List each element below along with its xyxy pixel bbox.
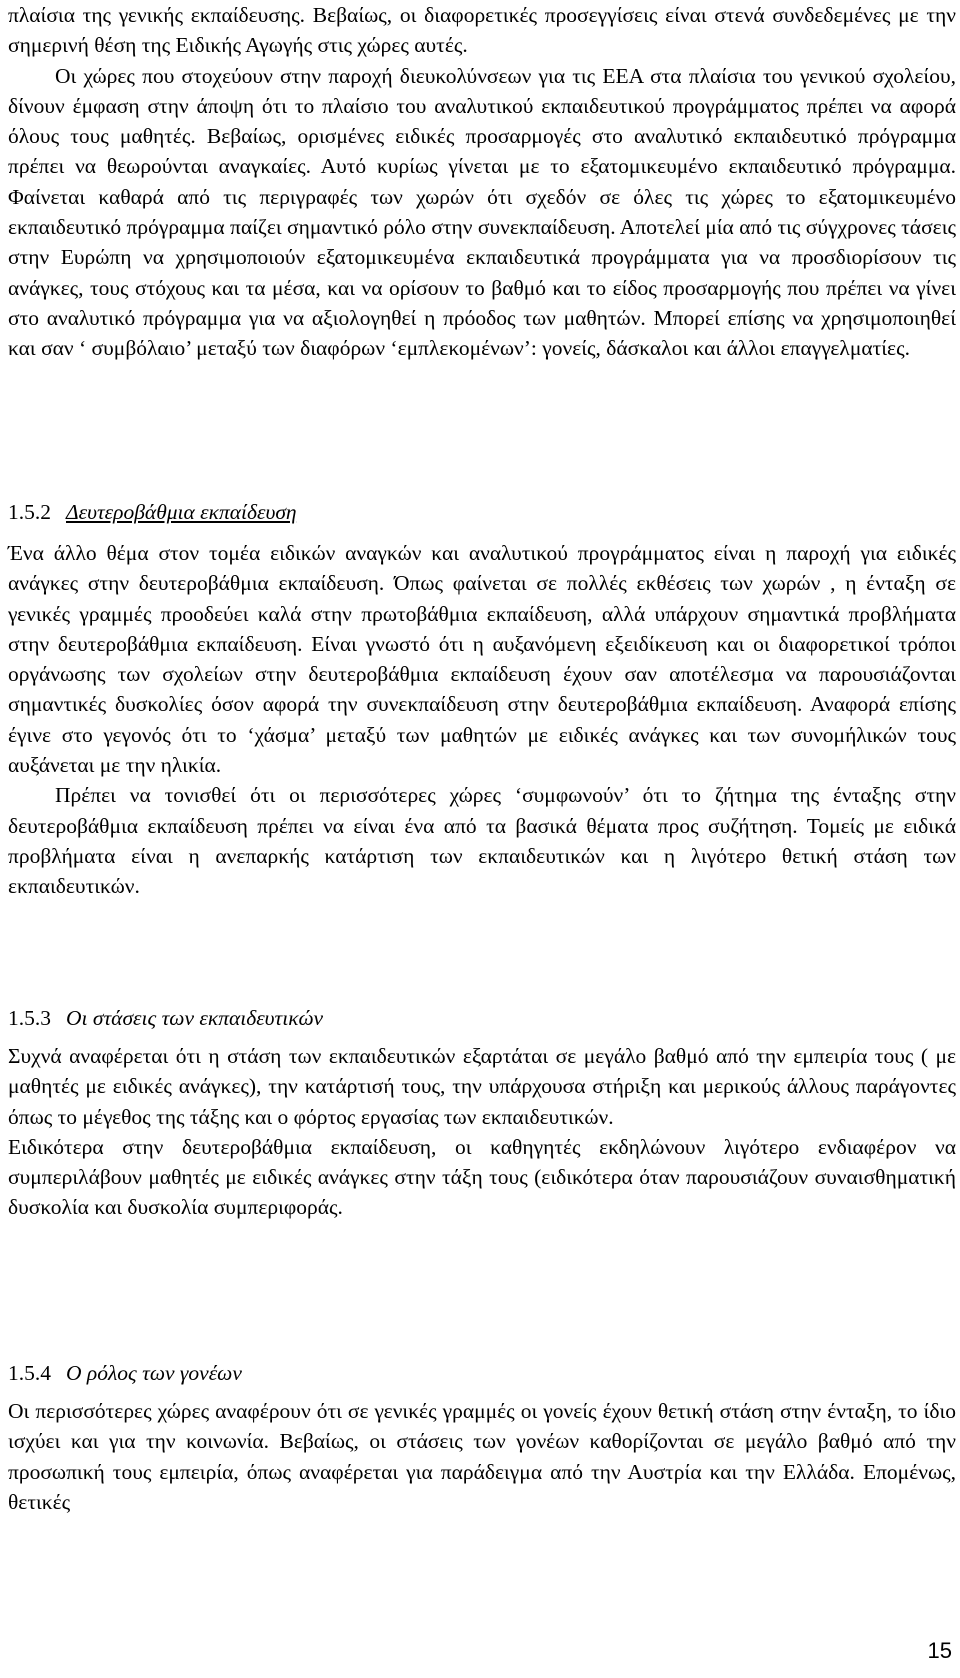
intro-text	[8, 0, 956, 364]
section-body	[8, 538, 956, 902]
section-body	[8, 1041, 956, 1223]
section-heading	[8, 1003, 323, 1033]
page-number: 15	[927, 1638, 952, 1663]
section-heading	[8, 497, 297, 527]
paragraph: Συχνά αναφέρεται ότι η στάση των εκπαιδευτικών εξαρτάται σε μεγάλο βαθμό από την εμπειρία τους ( με μαθητές με ειδικές ανάγκες), την κατάρτισή τους, την υπάρχουσα στήριξη και μερικούς άλλους παράγοντες όπως το μέγεθος της τάξης και ο φόρτος εργασίας των εκπαιδευτικών.	[8, 1044, 956, 1129]
paragraph: Οι χώρες που στοχεύουν στην παροχή διευκολύνσεων για τις ΕΕΑ στα πλαίσια του γενικού σχολείου, δίνουν έμφαση στην άποψη ότι το πλαίσιο του αναλυτικού εκπαιδευτικού προγράμματος πρέπει να αφορά όλους τους μαθητές. Βεβαίως, ορισμένες ειδικές προσαρμογές στο αναλυτικό εκπαιδευτικό πρόγραμμα πρέπει να θεωρούνται αναγκαίες. Αυτό κυρίως γίνεται με το εξατομικευμένο εκπαιδευτικό πρόγραμμα. Φαίνεται καθαρά από τις περιγραφές των χωρών ότι σχεδόν σε όλες τις χώρες το εξατομικευμένο εκπαιδευτικό πρόγραμμα παίζει σημαντικό ρόλο στην συνεκπαίδευση. Αποτελεί μία από τις σύγχρονες τάσεις στην Ευρώπη να χρησιμοποιούν εξατομικευμένα εκπαιδευτικά προγράμματα για να προσδιορίσουν τις ανάγκες, τους στόχους και τα μέσα, και να ορίσουν το βαθμό και το είδος προσαρμογής που πρέπει να γίνει στο αναλυτικό πρόγραμμα για να αξιολογηθεί η πρόοδος των μαθητών. Μπορεί επίσης να χρησιμοποιηθεί και σαν ‘ συμβόλαιο’ μεταξύ των διαφόρων ‘εμπλεκομένων’: γονείς, δάσκαλοι και άλλοι επαγγελματίες.	[8, 63, 956, 361]
section-number: 1.5.4	[8, 1361, 51, 1385]
section-body	[8, 1396, 956, 1517]
paragraph: Πρέπει να τονισθεί ότι οι περισσότερες χώρες ‘συμφωνούν’ ότι το ζήτημα της ένταξης στην δευτεροβάθμια εκπαίδευση πρέπει να είναι ένα από τα βασικά θέματα προς συζήτηση. Τομείς με ειδικά προβλήματα είναι η ανεπαρκής κατάρτιση των εκπαιδευτικών και η λιγότερο θετική στάση των εκπαιδευτικών.	[8, 783, 956, 899]
section-number: 1.5.2	[8, 500, 51, 524]
paragraph: Ειδικότερα στην δευτεροβάθμια εκπαίδευση, οι καθηγητές εκδηλώνουν λιγότερο ενδιαφέρον να συμπεριλάβουν μαθητές με ειδικές ανάγκες στην τάξη τους (ειδικότερα όταν παρουσιάζουν συναισθηματική δυσκολία και δυσκολία συμπεριφοράς.	[8, 1134, 956, 1220]
paragraph: Οι περισσότερες χώρες αναφέρουν ότι σε γενικές γραμμές οι γονείς έχουν θετική στάση στην ένταξη, το ίδιο ισχύει και για την κοινωνία. Βεβαίως, οι στάσεις των γονέων καθορίζονται σε μεγάλο βαθμό από την προσωπική τους εμπειρία, όπως αναφέρεται για παράδειγμα από την Αυστρία και την Ελλάδα. Επομένως, θετικές	[8, 1399, 956, 1514]
section-title: Δευτεροβάθμια εκπαίδευση	[66, 500, 297, 524]
paragraph: Ένα άλλο θέμα στον τομέα ειδικών αναγκών και αναλυτικού προγράμματος είναι η παροχή για ειδικές ανάγκες στην δευτεροβάθμια εκπαίδευση. Όπως φαίνεται σε πολλές εκθέσεις των χωρών , η ένταξη σε γενικές γραμμές προοδεύει καλά στην πρωτοβάθμια εκπαίδευση, αλλά υπάρχουν σημαντικά προβλήματα στην δευτεροβάθμια εκπαίδευση. Είναι γνωστό ότι η αυξανόμενη εξειδίκευση και οι διαφορετικοί τρόποι οργάνωσης των σχολείων στην δευτεροβάθμια εκπαίδευση έχουν σαν αποτέλεσμα να παρουσιάζονται σημαντικές δυσκολίες όσον αφορά την συνεκπαίδευση στην δευτεροβάθμια εκπαίδευση. Αναφορά επίσης έγινε στο γεγονός ότι το ‘χάσμα’ μεταξύ των μαθητών με ειδικές ανάγκες και των συνομήλικών τους αυξάνεται με την ηλικία.	[8, 541, 956, 778]
section-heading	[8, 1358, 242, 1388]
paragraph: πλαίσια της γενικής εκπαίδευσης. Βεβαίως, οι διαφορετικές προσεγγίσεις είναι στενά συνδεδεμένες με την σημερινή θέση της Ειδικής Αγωγής στις χώρες αυτές.	[8, 3, 956, 58]
section-number: 1.5.3	[8, 1006, 51, 1030]
section-title: Οι στάσεις των εκπαιδευτικών	[66, 1006, 324, 1030]
section-title: Ο ρόλος των γονέων	[66, 1361, 242, 1385]
